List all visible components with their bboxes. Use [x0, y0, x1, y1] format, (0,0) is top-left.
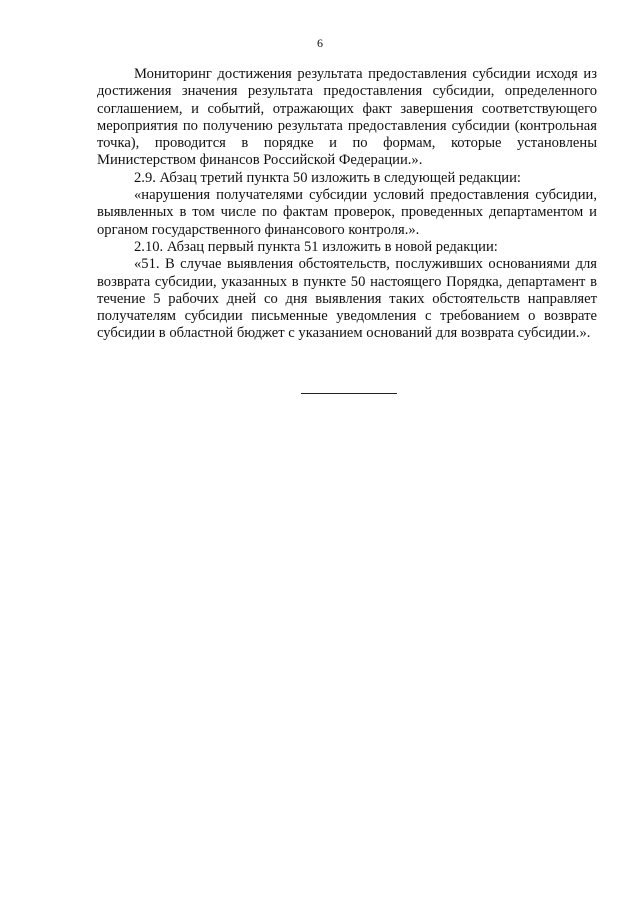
- document-body: [97, 66, 597, 343]
- paragraph-item-2-9-text: «нарушения получателями субсидии условий предоставления субсидии, выявленных в том числе по фактам проверок, проведенных департаментом и органом государственного финансового контроля.».: [97, 187, 597, 238]
- paragraph-item-2-9: 2.9. Абзац третий пункта 50 изложить в следующей редакции:: [134, 169, 521, 186]
- page-number: 6: [317, 36, 323, 50]
- paragraph-item-2-10-text: «51. В случае выявления обстоятельств, послуживших основаниями для возврата субсидии, указанных в пункте 50 настоящего Порядка, департамент в течение 5 рабочих дней со дня выявления таких обстоятельств направляет получателям субсидии письменные уведомления с требованием о возврате субсидии в областной бюджет с указанием оснований для возврата субсидии.».: [97, 256, 597, 342]
- end-separator-line: [301, 393, 397, 394]
- paragraph-item-2-10: 2.10. Абзац первый пункта 51 изложить в новой редакции:: [134, 238, 498, 255]
- paragraph-monitoring: Мониторинг достижения результата предоставления субсидии исходя из достижения значения результата предоставления субсидии, определенного соглашением, и событий, отражающих факт завершения соответствующего мероприятия по получению результата предоставления субсидии (контрольная точка), проводится в порядке и по формам, которые установлены Министерством финансов Российской Федерации.».: [97, 66, 597, 169]
